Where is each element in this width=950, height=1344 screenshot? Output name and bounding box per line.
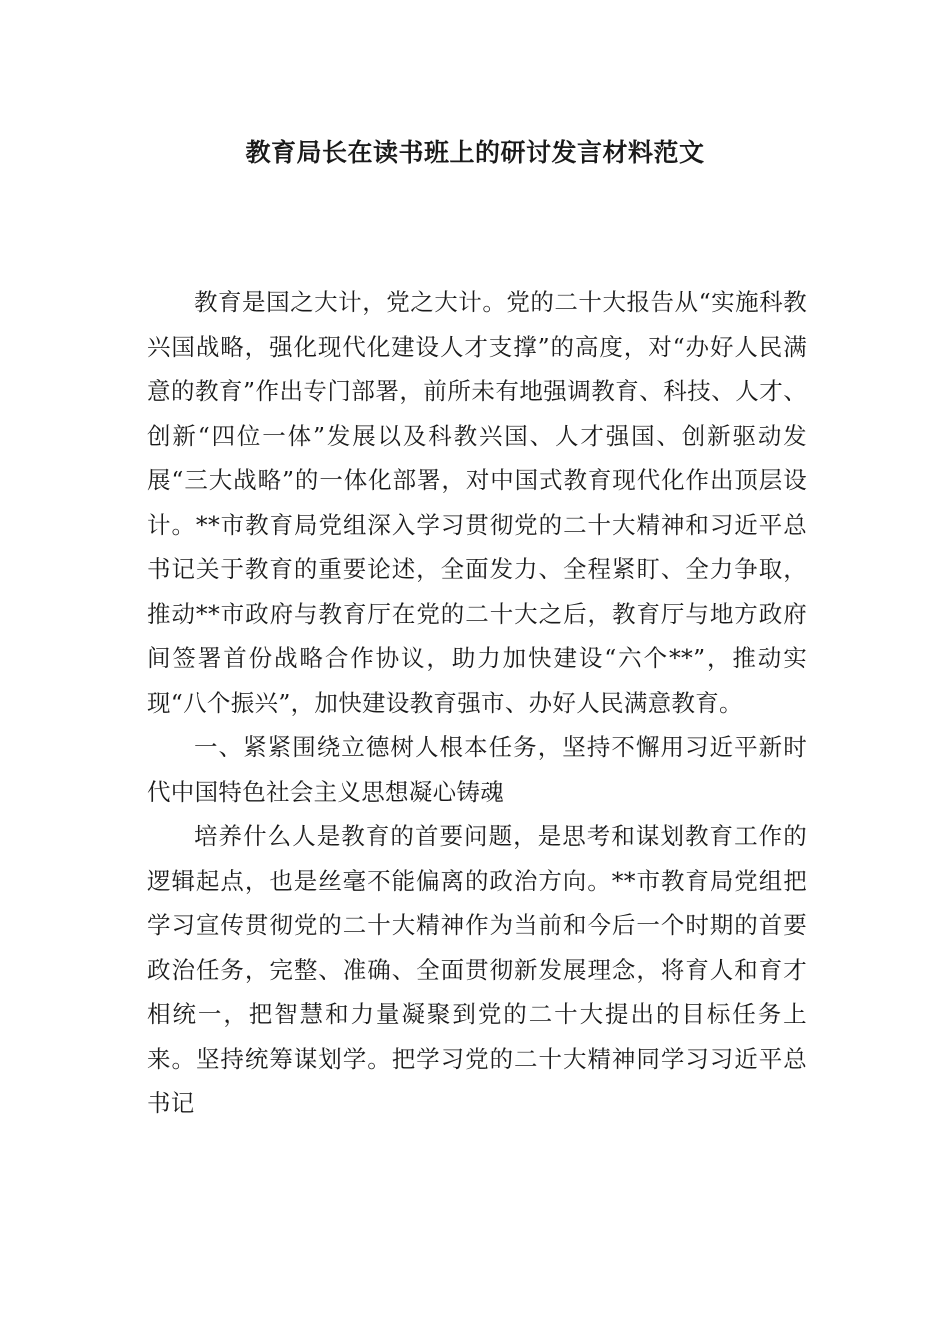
document-body bbox=[147, 280, 807, 1126]
section-heading-1: 一、紧紧围绕立德树人根本任务，坚持不懈用习近平新时代中国特色社会主义思想凝心铸魂 bbox=[147, 733, 807, 806]
intro-paragraph: 教育是国之大计，党之大计。党的二十大报告从“实施科教兴国战略，强化现代化建设人才支撑”的高度，对“办好人民满意的教育”作出专门部署，前所未有地强调教育、科技、人才、创新“四位一体”发展以及科教兴国、人才强国、创新驱动发展“三大战略”的一体化部署，对中国式教育现代化作出顶层设计。**市教育局党组深入学习贯彻党的二十大精神和习近平总书记关于教育的重要论述，全面发力、全程紧盯、全力争取，推动**市政府与教育厅在党的二十大之后，教育厅与地方政府间签署首份战略合作协议，助力加快建设“六个**”，推动实现“八个振兴”，加快建设教育强市、办好人民满意教育。 bbox=[147, 288, 807, 717]
section-1-paragraph: 培养什么人是教育的首要问题，是思考和谋划教育工作的逻辑起点，也是丝毫不能偏离的政治方向。**市教育局党组把学习宣传贯彻党的二十大精神作为当前和今后一个时期的首要政治任务，完整、准确、全面贯彻新发展理念，将育人和育才相统一，把智慧和力量凝聚到党的二十大提出的目标任务上来。坚持统筹谋划学。把学习党的二十大精神同学习习近平总书记 bbox=[147, 822, 807, 1117]
document-title: 教育局长在读书班上的研讨发言材料范文 bbox=[245, 138, 705, 167]
